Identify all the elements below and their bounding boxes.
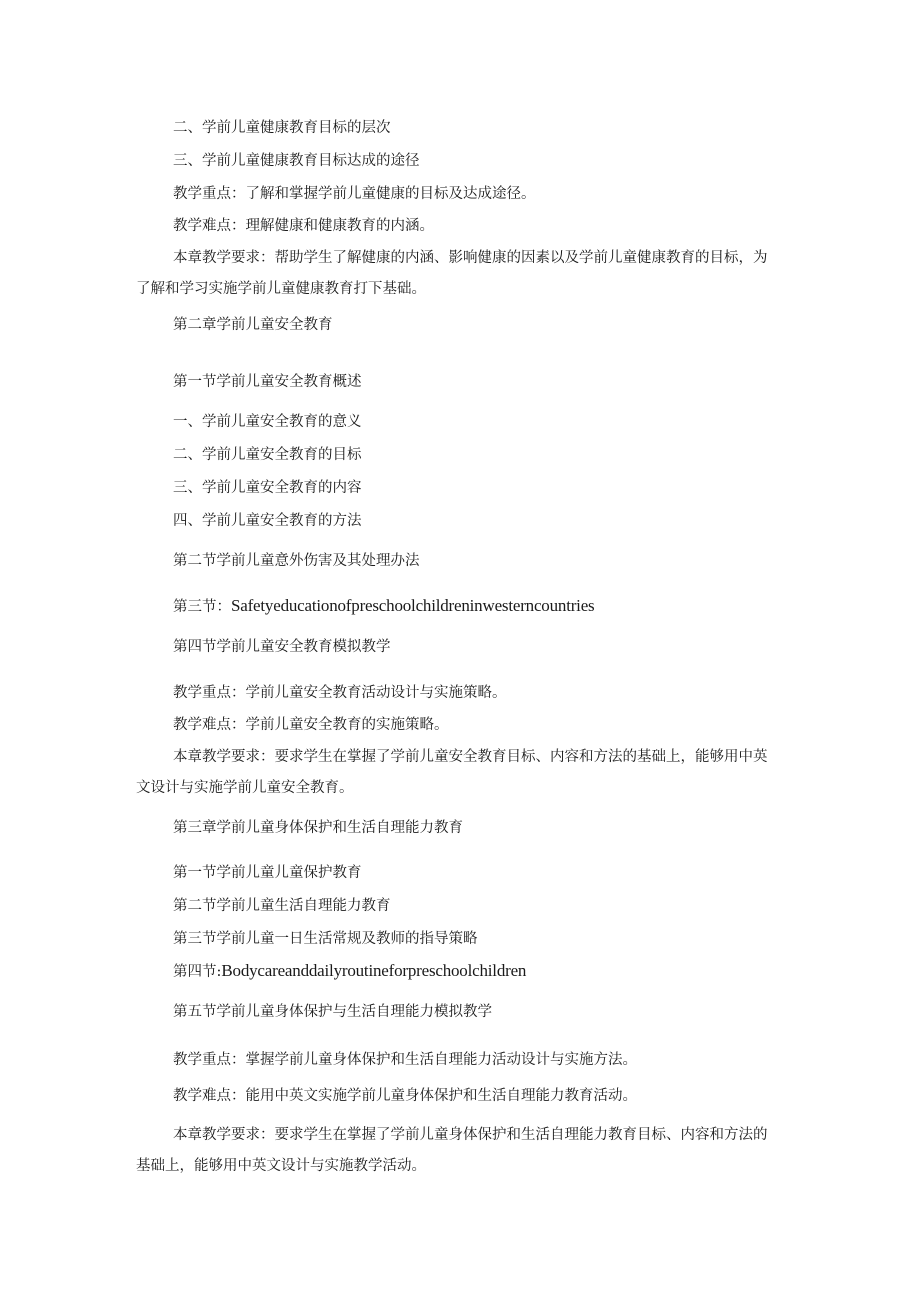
- section-heading: 第四节学前儿童安全教育模拟教学: [173, 639, 391, 655]
- text-line: 教学重点：学前儿童安全教育活动设计与实施策略。: [173, 685, 507, 701]
- text-line: 教学难点：能用中英文实施学前儿童身体保护和生活自理能力教育活动。: [173, 1088, 637, 1104]
- section-heading: 第一节学前儿童儿童保护教育: [173, 865, 362, 881]
- section-heading: 第二节学前儿童意外伤害及其处理办法: [173, 553, 420, 569]
- text-line: 教学重点：掌握学前儿童身体保护和生活自理能力活动设计与实施方法。: [173, 1052, 637, 1068]
- text-line: 二、学前儿童健康教育目标的层次: [173, 120, 391, 136]
- english-title: Bodycareanddailyroutineforpreschoolchildren: [221, 961, 527, 980]
- section-heading: 第五节学前儿童身体保护与生活自理能力模拟教学: [173, 1004, 492, 1020]
- chapter-heading: 第三章学前儿童身体保护和生活自理能力教育: [173, 820, 463, 836]
- chapter-requirement-paragraph: 本章教学要求：帮助学生了解健康的内涵、影响健康的因素以及学前儿童健康教育的目标，为了解和学习实施学前儿童健康教育打下基础。: [136, 250, 768, 297]
- chapter-requirement-paragraph: 本章教学要求：要求学生在掌握了学前儿童身体保护和生活自理能力教育目标、内容和方法的基础上，能够用中英文设计与实施教学活动。: [136, 1127, 768, 1174]
- section-prefix: 第三节：: [173, 599, 231, 615]
- text-line: 教学难点：理解健康和健康教育的内涵。: [173, 218, 434, 234]
- section-prefix: 第四节:: [173, 964, 222, 980]
- text-line: 三、学前儿童安全教育的内容: [173, 480, 362, 496]
- text-line: 四、学前儿童安全教育的方法: [173, 513, 362, 529]
- section-heading: 第二节学前儿童生活自理能力教育: [173, 898, 391, 914]
- chapter-heading: 第二章学前儿童安全教育: [173, 317, 333, 333]
- text-line: 一、学前儿童安全教育的意义: [173, 414, 362, 430]
- section-heading-english: [173, 596, 594, 617]
- text-line: 教学重点：了解和掌握学前儿童健康的目标及达成途径。: [173, 186, 536, 202]
- section-heading: 第一节学前儿童安全教育概述: [173, 374, 362, 390]
- text-line: 教学难点：学前儿童安全教育的实施策略。: [173, 717, 449, 733]
- text-line: 二、学前儿童安全教育的目标: [173, 447, 362, 463]
- english-title: Safetyeducationofpreschoolchildreninwesterncountries: [231, 596, 595, 615]
- text-line: 三、学前儿童健康教育目标达成的途径: [173, 153, 420, 169]
- section-heading-english: [173, 961, 526, 982]
- chapter-requirement-paragraph: 本章教学要求：要求学生在掌握了学前儿童安全教育目标、内容和方法的基础上，能够用中英文设计与实施学前儿童安全教育。: [136, 749, 768, 796]
- section-heading: 第三节学前儿童一日生活常规及教师的指导策略: [173, 931, 478, 947]
